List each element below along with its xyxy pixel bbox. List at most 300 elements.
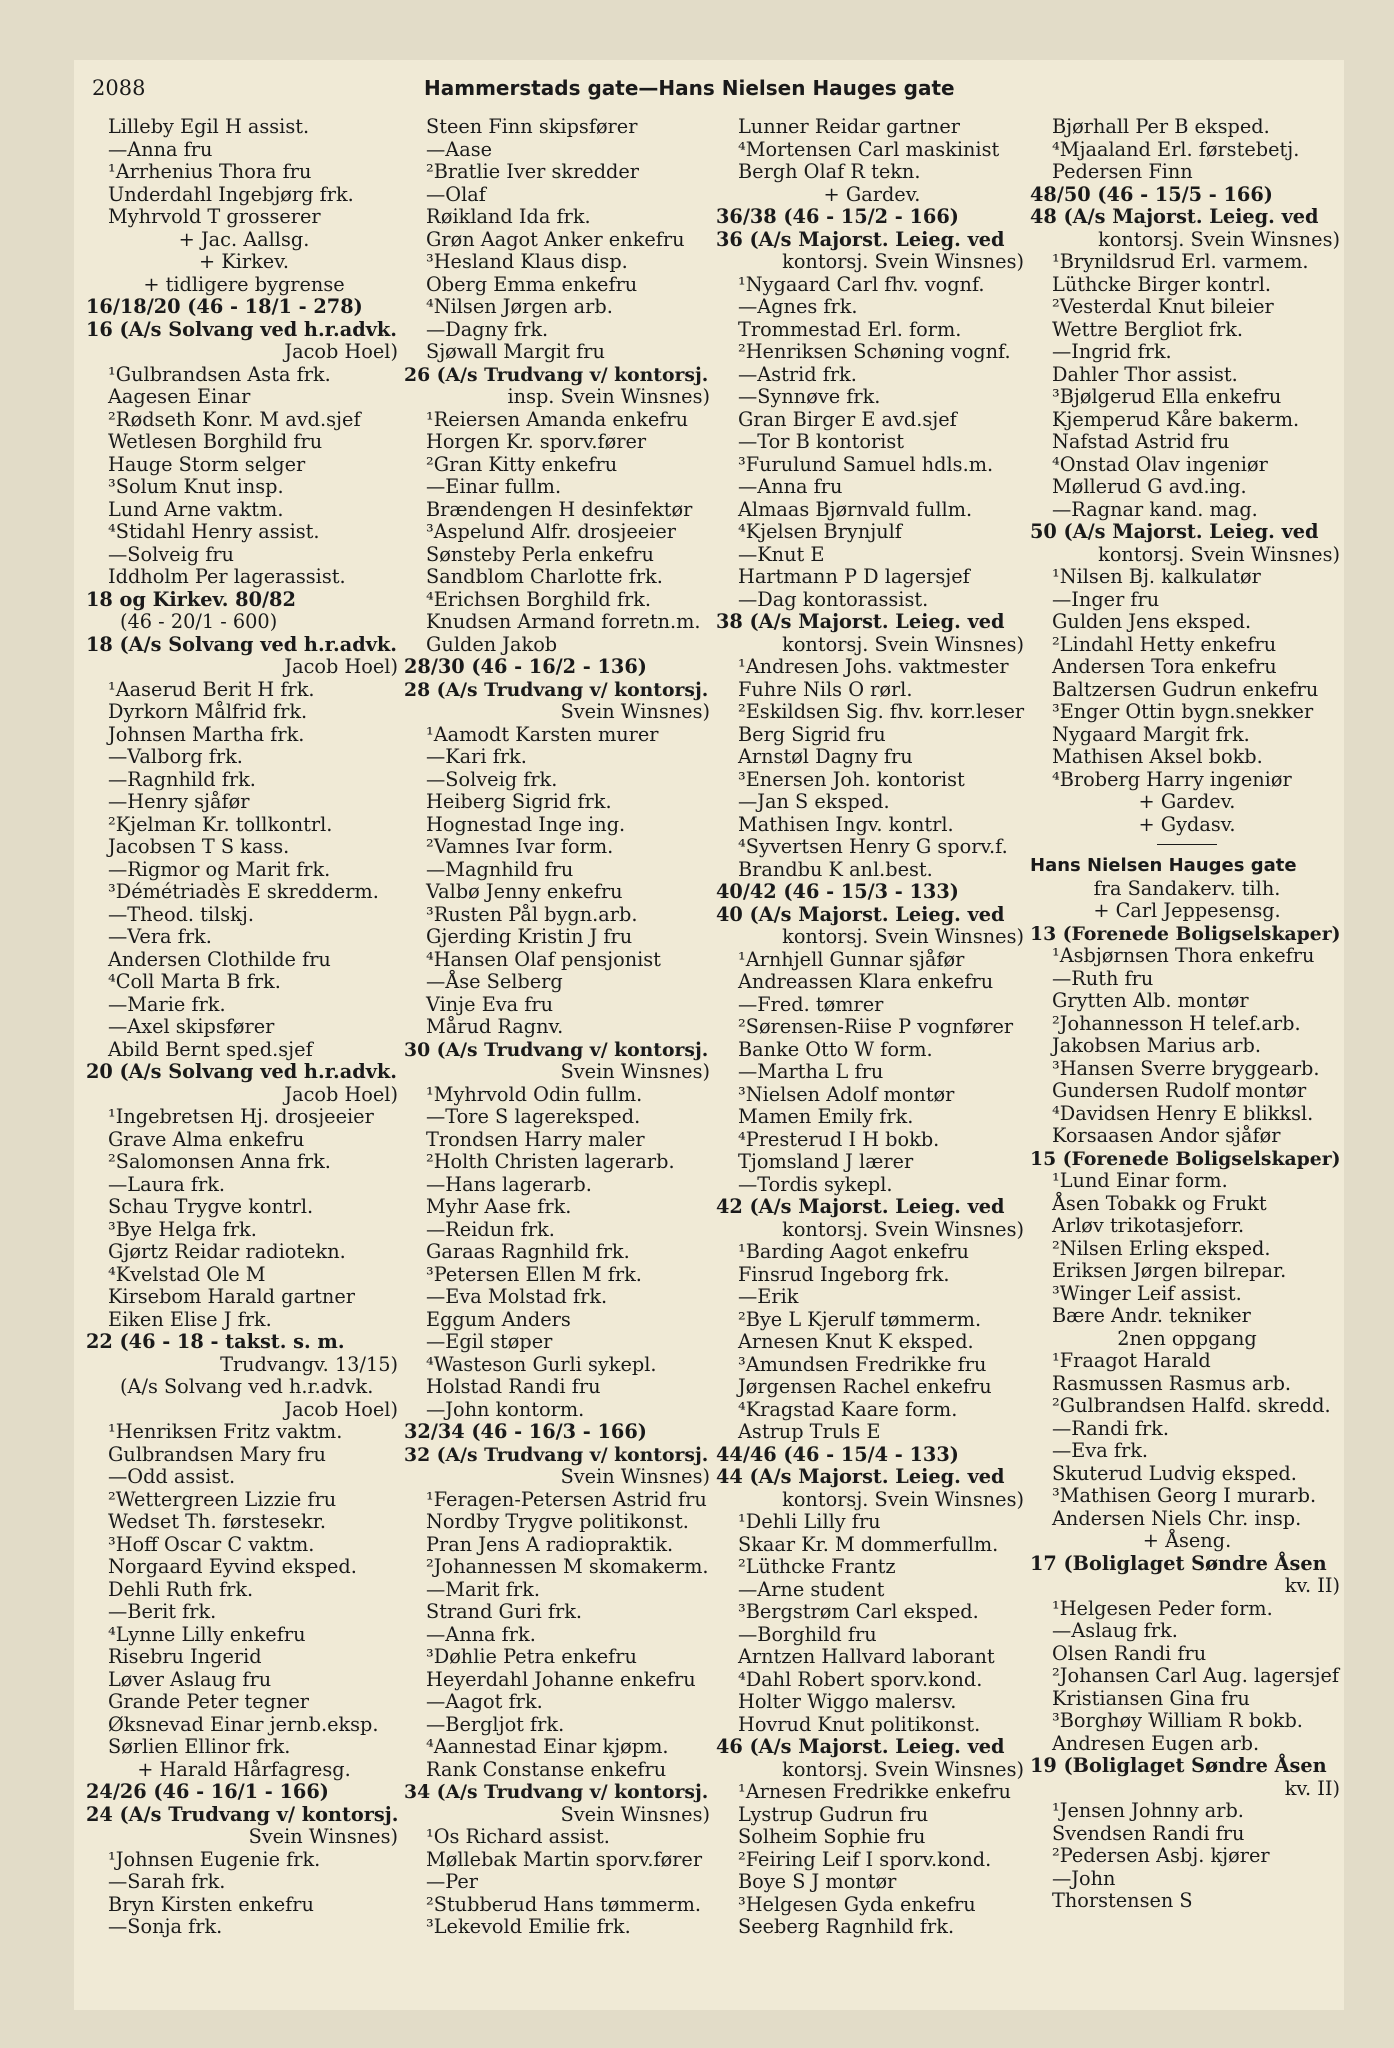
resident-line: Astrup Truls E [738, 1420, 881, 1443]
cross-street-line: + tidligere bygrense [143, 272, 345, 296]
resident-line: ²Vamnes Ivar form. [426, 835, 614, 858]
resident-line: —Anna frk. [426, 1622, 536, 1646]
resident-line: —Åse Selberg [426, 970, 563, 993]
resident-line: Sørlien Ellinor frk. [108, 1735, 291, 1758]
resident-line: ⁴Wasteson Gurli sykepl. [426, 1352, 657, 1376]
resident-line: Dehli Ruth frk. [108, 1577, 254, 1601]
resident-line: ¹Arnhjell Gunnar sjåfør [738, 947, 965, 971]
resident-line: Jørgensen Rachel enkefru [738, 1375, 992, 1398]
resident-line: —Odd assist. [108, 1465, 236, 1488]
resident-line: Gjerding Kristin J fru [426, 925, 633, 948]
resident-line: Åsen Tobakk og Frukt [1052, 1191, 1267, 1215]
resident-line: Lunner Reidar gartner [738, 115, 960, 138]
resident-line: Gjørtz Reidar radiotekn. [108, 1240, 346, 1263]
resident-line: —Theod. tilskj. [108, 902, 254, 926]
resident-line: ²Gulbrandsen Halfd. skredd. [1052, 1394, 1331, 1417]
resident-line: Grande Peter tegner [108, 1690, 309, 1713]
resident-line: Eiken Elise J frk. [108, 1307, 272, 1331]
resident-line: —Axel skipsfører [108, 1015, 275, 1038]
resident-line: —Valborg frk. [108, 745, 243, 768]
resident-line: —Aslaug frk. [1052, 1619, 1178, 1642]
resident-line: ⁴Presterud I H bokb. [738, 1127, 940, 1151]
resident-line: Andreassen Klara enkefru [738, 970, 994, 993]
house-number-line: 17 (Boliglaget Søndre Åsen [1030, 1551, 1327, 1575]
resident-line: ³Solum Knut insp. [108, 475, 284, 498]
resident-line: —Tore S lagereksped. [426, 1105, 641, 1128]
owner-line: Trudvangv. 13/15) [220, 1352, 398, 1376]
resident-line: —Synnøve frk. [738, 385, 881, 408]
resident-line: ⁴Syvertsen Henry G sporv.f. [738, 835, 1008, 858]
address-continuation: (A/s Solvang ved h.r.advk. [120, 1375, 374, 1398]
cross-street-line: fra Sandakerv. tilh. [1093, 876, 1281, 900]
house-number-line: 15 (Forenede Boligselskaper) [1030, 1147, 1341, 1170]
resident-line: —Aase [426, 137, 493, 161]
house-number-line: 32/34 (46 - 16/3 - 166) [404, 1420, 647, 1443]
resident-line: Andersen Clothilde fru [108, 947, 331, 971]
resident-line: ²Lüthcke Frantz [738, 1555, 896, 1578]
resident-line: ⁴Kvelstad Ole M [108, 1262, 266, 1286]
resident-line: ³Borghøy William R bokb. [1052, 1709, 1303, 1732]
resident-line: Mathisen Ingv. kontrl. [738, 812, 954, 836]
resident-line: Strand Guri frk. [426, 1600, 583, 1623]
resident-line: Nygaard Margit frk. [1052, 722, 1250, 746]
resident-line: ¹Gulbrandsen Asta frk. [108, 362, 331, 386]
resident-line: —Henry sjåfør [108, 790, 250, 813]
resident-line: Jakobsen Marius arb. [1052, 1034, 1261, 1057]
house-number-line: 13 (Forenede Boligselskaper) [1030, 922, 1341, 945]
resident-line: —John [1052, 1866, 1116, 1890]
resident-line: ¹Nilsen Bj. kalkulatør [1052, 565, 1261, 588]
owner-line: Svein Winsnes) [560, 1802, 710, 1826]
resident-line: ¹Barding Aagot enkefru [738, 1240, 969, 1263]
house-number-line: 40/42 (46 - 15/3 - 133) [716, 880, 959, 903]
resident-line: Berg Sigrid fru [738, 722, 886, 746]
resident-line: ²Stubberud Hans tømmerm. [426, 1892, 702, 1916]
resident-line: Hovrud Knut politikonst. [738, 1712, 981, 1736]
resident-line: ³Hoff Oscar C vaktm. [108, 1532, 315, 1556]
resident-line: Dyrkorn Målfrid frk. [108, 700, 308, 723]
address-continuation: (46 - 20/1 - 600) [120, 610, 278, 633]
resident-line: —Tordis sykepl. [738, 1172, 893, 1196]
resident-line: Kjemperud Kåre bakerm. [1052, 407, 1300, 431]
resident-line: Mamen Emily frk. [738, 1105, 914, 1128]
owner-line: Svein Winsnes) [248, 1825, 398, 1848]
resident-line: Baltzersen Gudrun enkefru [1052, 677, 1319, 701]
resident-line: —Martha L fru [738, 1060, 884, 1083]
resident-line: —Borghild fru [738, 1622, 877, 1646]
resident-line: Holstad Randi fru [426, 1375, 601, 1398]
resident-line: ²Johansen Carl Aug. lagersjef [1052, 1664, 1340, 1687]
resident-line: ³Helgesen Gyda enkefru [738, 1892, 976, 1916]
resident-line: ¹Henriksen Fritz vaktm. [108, 1420, 343, 1443]
resident-line: Knudsen Armand forretn.m. [426, 610, 701, 633]
cross-street-line: + Jac. Aallsg. [178, 227, 310, 251]
resident-line: Finsrud Ingeborg frk. [738, 1262, 950, 1286]
resident-line: Trommestad Erl. form. [738, 317, 962, 341]
resident-line: Grytten Alb. montør [1052, 989, 1249, 1012]
resident-line: ³Bergstrøm Carl eksped. [738, 1600, 979, 1623]
resident-line: —Erik [738, 1285, 799, 1308]
resident-line: Norgaard Eyvind eksped. [108, 1555, 357, 1578]
resident-line: —Tor B kontorist [738, 430, 904, 453]
resident-line: Olsen Randi fru [1052, 1641, 1207, 1665]
resident-line: Iddholm Per lagerassist. [108, 565, 346, 588]
resident-line: Brændengen H desinfektør [426, 497, 693, 521]
resident-line: ³Rusten Pål bygn.arb. [426, 902, 638, 926]
resident-line: ³Hansen Sverre bryggearb. [1052, 1056, 1320, 1080]
house-number-line: 26 (A/s Trudvang v/ kontorsj. [404, 363, 709, 386]
resident-line: Skaar Kr. M dommerfullm. [738, 1532, 999, 1556]
resident-line: Grave Alma enkefru [108, 1127, 305, 1151]
resident-line: —Bergljot frk. [426, 1712, 565, 1736]
resident-line: Andresen Eugen arb. [1052, 1731, 1260, 1755]
resident-line: Lystrup Gudrun fru [738, 1802, 929, 1826]
house-number-line: 16/18/20 (46 - 18/1 - 278) [86, 295, 363, 318]
resident-line: ³Lekevold Emilie frk. [426, 1915, 631, 1938]
resident-line: ²Feiring Leif I sporv.kond. [738, 1847, 992, 1871]
house-number-line: 24 (A/s Trudvang v/ kontorsj. [86, 1802, 399, 1826]
resident-line: ²Salomonsen Anna frk. [108, 1150, 331, 1173]
resident-line: Oberg Emma enkefru [426, 272, 638, 296]
resident-line: Bære Andr. tekniker [1052, 1304, 1251, 1327]
resident-line: —Vera frk. [108, 925, 212, 948]
house-number-line: 20 (A/s Solvang ved h.r.advk. [86, 1060, 398, 1083]
resident-line: ³Furulund Samuel hdls.m. [738, 452, 994, 476]
resident-line: —Agnes frk. [738, 295, 858, 318]
resident-line: Underdahl Ingebjørg frk. [108, 182, 354, 206]
resident-line: Bjørhall Per B eksped. [1052, 115, 1270, 138]
resident-line: ³Bjølgerud Ella enkefru [1052, 385, 1282, 408]
cross-street-line: + Carl Jeppesensg. [1093, 899, 1281, 922]
owner-line: insp. Svein Winsnes) [507, 385, 710, 408]
resident-line: —Dag kontorassist. [738, 587, 929, 611]
resident-line: —Anna fru [738, 475, 843, 498]
resident-line: Johnsen Martha frk. [108, 722, 305, 746]
resident-line: Garaas Ragnhild frk. [426, 1240, 630, 1263]
house-number-line: 34 (A/s Trudvang v/ kontorsj. [404, 1781, 709, 1803]
resident-line: Brandbu K anl.best. [738, 857, 933, 881]
house-number-line: 46 (A/s Majorst. Leieg. ved [716, 1735, 1005, 1758]
owner-line: kontorsj. Svein Winsnes) [782, 632, 1024, 656]
resident-line: —Sonja frk. [108, 1915, 223, 1938]
resident-line: —Marit frk. [426, 1577, 540, 1601]
resident-line: Lund Arne vaktm. [108, 497, 284, 521]
resident-line: Grøn Aagot Anker enkefru [426, 227, 685, 251]
owner-line: kv. II) [1284, 1776, 1340, 1800]
resident-line: —Reidun frk. [426, 1217, 555, 1241]
house-number-line: 16 (A/s Solvang ved h.r.advk. [86, 317, 398, 341]
resident-line: ⁴Coll Marta B frk. [108, 970, 281, 993]
resident-line: ¹Fraagot Harald [1052, 1349, 1211, 1372]
resident-line: ⁴Kragstad Kaare form. [738, 1397, 958, 1421]
owner-line: kontorsj. Svein Winsnes) [782, 1757, 1024, 1781]
resident-line: —Randi frk. [1052, 1416, 1169, 1440]
resident-line: —Laura frk. [108, 1172, 226, 1196]
resident-line: ²Kjelman Kr. tollkontrl. [108, 812, 333, 836]
resident-line: ¹Johnsen Eugenie frk. [108, 1847, 321, 1871]
resident-line: ⁴Broberg Harry ingeniør [1052, 767, 1292, 791]
resident-line: —Arne student [738, 1577, 885, 1601]
house-number-line: 36/38 (46 - 15/2 - 166) [716, 205, 959, 228]
resident-line: —Einar fullm. [426, 475, 562, 498]
resident-line: Gulden Jens eksped. [1052, 610, 1252, 633]
resident-line: ²Bye L Kjerulf tømmerm. [738, 1307, 982, 1331]
resident-line: ³Enger Ottin bygn.snekker [1052, 700, 1314, 723]
owner-line: kontorsj. Svein Winsnes) [782, 1487, 1024, 1511]
resident-line: ³Nielsen Adolf montør [738, 1082, 955, 1106]
resident-line: ³Aspelund Alfr. drosjeeier [426, 520, 677, 543]
resident-line: ¹Arrhenius Thora fru [108, 160, 312, 183]
resident-line: Hognestad Inge ing. [426, 812, 626, 836]
resident-line: Sønsteby Perla enkefru [426, 542, 654, 566]
owner-line: Jacob Hoel) [284, 1397, 398, 1421]
resident-line: Eriksen Jørgen bilrepar. [1052, 1259, 1287, 1282]
resident-line: ³Amundsen Fredrikke fru [738, 1352, 987, 1376]
resident-line: Skuterud Ludvig eksped. [1052, 1461, 1297, 1485]
resident-line: Wetlesen Borghild fru [108, 430, 323, 453]
resident-line: Pran Jens A radiopraktik. [426, 1532, 674, 1556]
resident-line: Tjomsland J lærer [738, 1150, 914, 1173]
resident-line: —Solveig fru [108, 542, 234, 566]
resident-line: Rasmussen Rasmus arb. [1052, 1371, 1292, 1395]
cross-street-line: + Gydasv. [1138, 812, 1236, 836]
house-number-line: 28 (A/s Trudvang v/ kontorsj. [404, 678, 709, 701]
resident-line: Møllerud G avd.ing. [1052, 475, 1247, 498]
resident-line: Sandblom Charlotte frk. [426, 565, 663, 588]
cross-street-line: + Harald Hårfagresg. [137, 1757, 351, 1781]
resident-line: —Ingrid frk. [1052, 340, 1172, 363]
resident-line: ¹Andresen Johs. vaktmester [738, 655, 1009, 678]
resident-line: Horgen Kr. sporv.fører [426, 430, 647, 453]
owner-line: kontorsj. Svein Winsnes) [782, 250, 1024, 273]
running-head: Hammerstads gate—Hans Nielsen Hauges gate [424, 76, 955, 100]
resident-line: Øksnevad Einar jernb.eksp. [108, 1712, 379, 1736]
resident-line: —Per [426, 1870, 479, 1893]
resident-line: ²Bratlie Iver skredder [426, 160, 640, 183]
resident-line: —Egil støper [426, 1330, 553, 1353]
resident-line: ⁴Aannestad Einar kjøpm. [426, 1735, 669, 1758]
house-number-line: 44/46 (46 - 15/4 - 133) [716, 1442, 959, 1466]
resident-line: ²Johannessen M skomakerm. [426, 1555, 709, 1578]
resident-line: ¹Aaserud Berit H frk. [108, 677, 315, 701]
resident-line: Hauge Storm selger [108, 452, 306, 476]
owner-line: kontorsj. Svein Winsnes) [782, 1217, 1024, 1241]
resident-line: Steen Finn skipsfører [426, 115, 638, 138]
resident-line: Gundersen Rudolf montør [1052, 1079, 1307, 1102]
resident-line: ⁴Davidsen Henry E blikksl. [1052, 1101, 1314, 1125]
resident-line: —Marie frk. [108, 992, 226, 1016]
resident-line: Arnstøl Dagny fru [738, 745, 913, 768]
resident-line: ¹Helgesen Peder form. [1052, 1596, 1273, 1620]
house-number-line: 48/50 (46 - 15/5 - 166) [1030, 182, 1273, 206]
resident-line: —Olaf [426, 182, 486, 206]
cross-street-line: + Gardev. [1138, 790, 1236, 813]
resident-line: ²Wettergreen Lizzie fru [108, 1487, 337, 1511]
resident-line: ²Gran Kitty enkefru [426, 452, 618, 476]
resident-line: Arløv trikotasjeforr. [1052, 1214, 1245, 1237]
resident-line: Nafstad Astrid fru [1052, 430, 1230, 453]
resident-line: Eggum Anders [426, 1307, 571, 1331]
resident-line: Gulbrandsen Mary fru [108, 1442, 326, 1466]
resident-line: Bergh Olaf R tekn. [738, 160, 921, 183]
resident-line: ¹Aamodt Karsten murer [426, 722, 659, 746]
resident-line: —Berit frk. [108, 1600, 217, 1623]
resident-line: ³Démétriadès E skredderm. [108, 880, 379, 903]
resident-line: ³Bye Helga frk. [108, 1217, 257, 1241]
owner-line: kv. II) [1284, 1574, 1340, 1597]
resident-line: Aagesen Einar [108, 385, 251, 408]
owner-line: Svein Winsnes) [560, 700, 710, 723]
owner-line: Svein Winsnes) [560, 1060, 710, 1083]
resident-line: Arntzen Hallvard laborant [738, 1645, 995, 1668]
resident-line: ¹Myhrvold Odin fullm. [426, 1082, 643, 1106]
owner-line: kontorsj. Svein Winsnes) [1098, 227, 1340, 251]
house-number-line: 24/26 (46 - 16/1 - 166) [86, 1780, 329, 1803]
column-4 [1030, 116, 1344, 1913]
resident-line: —Aagot frk. [426, 1690, 543, 1713]
house-number-line: 30 (A/s Trudvang v/ kontorsj. [404, 1038, 709, 1061]
resident-line: —Inger fru [1052, 587, 1160, 611]
resident-line: —Ruth fru [1052, 966, 1154, 990]
resident-line: Dahler Thor assist. [1052, 362, 1238, 386]
resident-line: Sjøwall Margit fru [426, 340, 605, 363]
resident-line: Vinje Eva fru [426, 992, 554, 1016]
resident-line: Andersen Tora enkefru [1052, 655, 1277, 678]
resident-line: ²Vesterdal Knut bileier [1052, 295, 1274, 318]
resident-line: ¹Arnesen Fredrikke enkefru [738, 1780, 1011, 1803]
resident-line: ¹Nygaard Carl fhv. vognf. [738, 272, 985, 296]
resident-line: Svendsen Randi fru [1052, 1821, 1245, 1845]
directory-page [74, 60, 1344, 2010]
resident-line: Banke Otto W form. [738, 1037, 933, 1061]
resident-line: ³Hesland Klaus disp. [426, 250, 628, 273]
resident-line: Pedersen Finn [1052, 160, 1193, 183]
cross-street-line: + Kirkev. [199, 250, 289, 273]
resident-line: —Solveig frk. [426, 767, 558, 791]
resident-line: ¹Ingebretsen Hj. drosjeeier [108, 1105, 374, 1128]
resident-line: ⁴Mortensen Carl maskinist [738, 137, 1000, 161]
resident-line: ¹Lund Einar form. [1052, 1169, 1228, 1192]
resident-line: ²Rødseth Konr. M avd.sjef [108, 407, 361, 431]
resident-line: —Jan S eksped. [738, 790, 890, 813]
resident-line: Hartmann P D lagersjef [738, 565, 970, 588]
resident-line: ⁴Nilsen Jørgen arb. [426, 295, 613, 318]
resident-line: ¹Brynildsrud Erl. varmem. [1052, 250, 1309, 273]
resident-line: Schau Trygve kontrl. [108, 1195, 314, 1218]
resident-line: ²Johannesson H telef.arb. [1052, 1011, 1301, 1035]
owner-line: Jacob Hoel) [284, 655, 398, 678]
cross-street-line: 2nen oppgang [1117, 1326, 1257, 1350]
resident-line: —Eva Molstad frk. [426, 1285, 608, 1308]
house-number-line: 18 (A/s Solvang ved h.r.advk. [86, 632, 398, 656]
resident-line: ⁴Stidahl Henry assist. [108, 520, 320, 543]
resident-line: Mårud Ragnv. [426, 1015, 564, 1038]
resident-line: Andersen Niels Chr. insp. [1052, 1506, 1302, 1530]
resident-line: Myhrvold T grosserer [108, 205, 321, 228]
column-2 [404, 116, 714, 1939]
resident-line: Løver Aslaug fru [108, 1667, 272, 1691]
resident-line: Wettre Bergliot frk. [1052, 317, 1244, 341]
resident-line: —Knut E [738, 542, 825, 566]
resident-line: Almaas Bjørnvald fullm. [738, 497, 973, 521]
resident-line: Holter Wiggo malersv. [738, 1690, 957, 1713]
resident-line: ³Enersen Joh. kontorist [738, 767, 965, 791]
resident-line: Jacobsen T S kass. [108, 835, 290, 858]
resident-line: Seeberg Ragnhild frk. [738, 1915, 955, 1938]
resident-line: —Anna fru [108, 137, 213, 161]
resident-line: Møllebak Martin sporv.fører [426, 1847, 703, 1871]
house-number-line: 32 (A/s Trudvang v/ kontorsj. [404, 1443, 709, 1466]
owner-line: Jacob Hoel) [284, 340, 398, 363]
resident-line: —Sarah frk. [108, 1870, 226, 1893]
resident-line: ¹Asbjørnsen Thora enkefru [1052, 944, 1315, 967]
resident-line: Valbø Jenny enkefru [426, 880, 623, 903]
house-number-line: 36 (A/s Majorst. Leieg. ved [716, 227, 1005, 251]
house-number-line: 22 (46 - 18 - takst. s. m. [86, 1330, 345, 1353]
resident-line: —Rigmor og Marit frk. [108, 857, 331, 881]
house-number-line: 28/30 (46 - 16/2 - 136) [404, 655, 647, 678]
resident-line: ²Holth Christen lagerarb. [426, 1150, 675, 1173]
section-divider [1157, 844, 1217, 845]
resident-line: ³Mathisen Georg I murarb. [1052, 1484, 1317, 1507]
owner-line: kontorsj. Svein Winsnes) [1098, 542, 1340, 566]
resident-line: —Fred. tømrer [738, 992, 884, 1016]
resident-line: ⁴Dahl Robert sporv.kond. [738, 1667, 983, 1691]
owner-line: Jacob Hoel) [284, 1082, 398, 1106]
resident-line: Risebru Ingerid [108, 1645, 262, 1668]
resident-line: ³Petersen Ellen M frk. [426, 1262, 642, 1286]
resident-line: Thorstensen S [1052, 1889, 1193, 1912]
cross-street-line: + Gardev. [823, 182, 921, 206]
resident-line: Boye S J montør [738, 1870, 897, 1893]
column-3 [716, 116, 1028, 1939]
cross-street-line: + Åseng. [1142, 1529, 1232, 1552]
house-number-line: 40 (A/s Majorst. Leieg. ved [716, 902, 1005, 926]
resident-line: ²Eskildsen Sig. fhv. korr.leser [738, 700, 1025, 723]
resident-line: ¹Feragen-Petersen Astrid fru [426, 1487, 707, 1511]
resident-line: Heyerdahl Johanne enkefru [426, 1667, 696, 1691]
resident-line: Solheim Sophie fru [738, 1825, 926, 1848]
resident-line: ²Lindahl Hetty enkefru [1052, 632, 1277, 656]
resident-line: ⁴Onstad Olav ingeniør [1052, 452, 1268, 476]
resident-line: ¹Jensen Johnny arb. [1052, 1799, 1244, 1822]
resident-line: Kristiansen Gina fru [1052, 1686, 1250, 1710]
resident-line: Rank Constanse enkefru [426, 1757, 667, 1781]
house-number-line: 18 og Kirkev. 80/82 [86, 587, 296, 611]
house-number-line: 50 (A/s Majorst. Leieg. ved [1030, 520, 1319, 543]
resident-line: Nordby Trygve politikonst. [426, 1510, 689, 1533]
resident-line: Gulden Jakob [426, 632, 558, 656]
house-number-line: 44 (A/s Majorst. Leieg. ved [716, 1465, 1005, 1488]
resident-line: Røikland Ida frk. [426, 205, 591, 228]
resident-line: Kirsebom Harald gartner [108, 1285, 355, 1308]
resident-line: ¹Reiersen Amanda enkefru [426, 407, 689, 431]
resident-line: Arnesen Knut K eksped. [738, 1330, 974, 1353]
resident-line: Korsaasen Andor sjåfør [1052, 1124, 1281, 1147]
owner-line: Svein Winsnes) [560, 1465, 710, 1488]
resident-line: ⁴Mjaaland Erl. førstebetj. [1052, 137, 1300, 161]
resident-line: —Kari frk. [426, 745, 527, 768]
resident-line: —John kontorm. [426, 1397, 585, 1421]
resident-line: ⁴Kjelsen Brynjulf [738, 520, 902, 543]
house-number-line: 38 (A/s Majorst. Leieg. ved [716, 610, 1005, 633]
resident-line: —Dagny frk. [426, 317, 549, 341]
resident-line: ²Henriksen Schøning vognf. [738, 340, 1011, 363]
house-number-line: 19 (Boliglaget Søndre Åsen [1030, 1754, 1327, 1777]
resident-line: Fuhre Nils O rørl. [738, 677, 913, 701]
resident-line: —Ragnar kand. mag. [1052, 497, 1258, 521]
resident-line: Wedset Th. førstesekr. [108, 1510, 326, 1533]
